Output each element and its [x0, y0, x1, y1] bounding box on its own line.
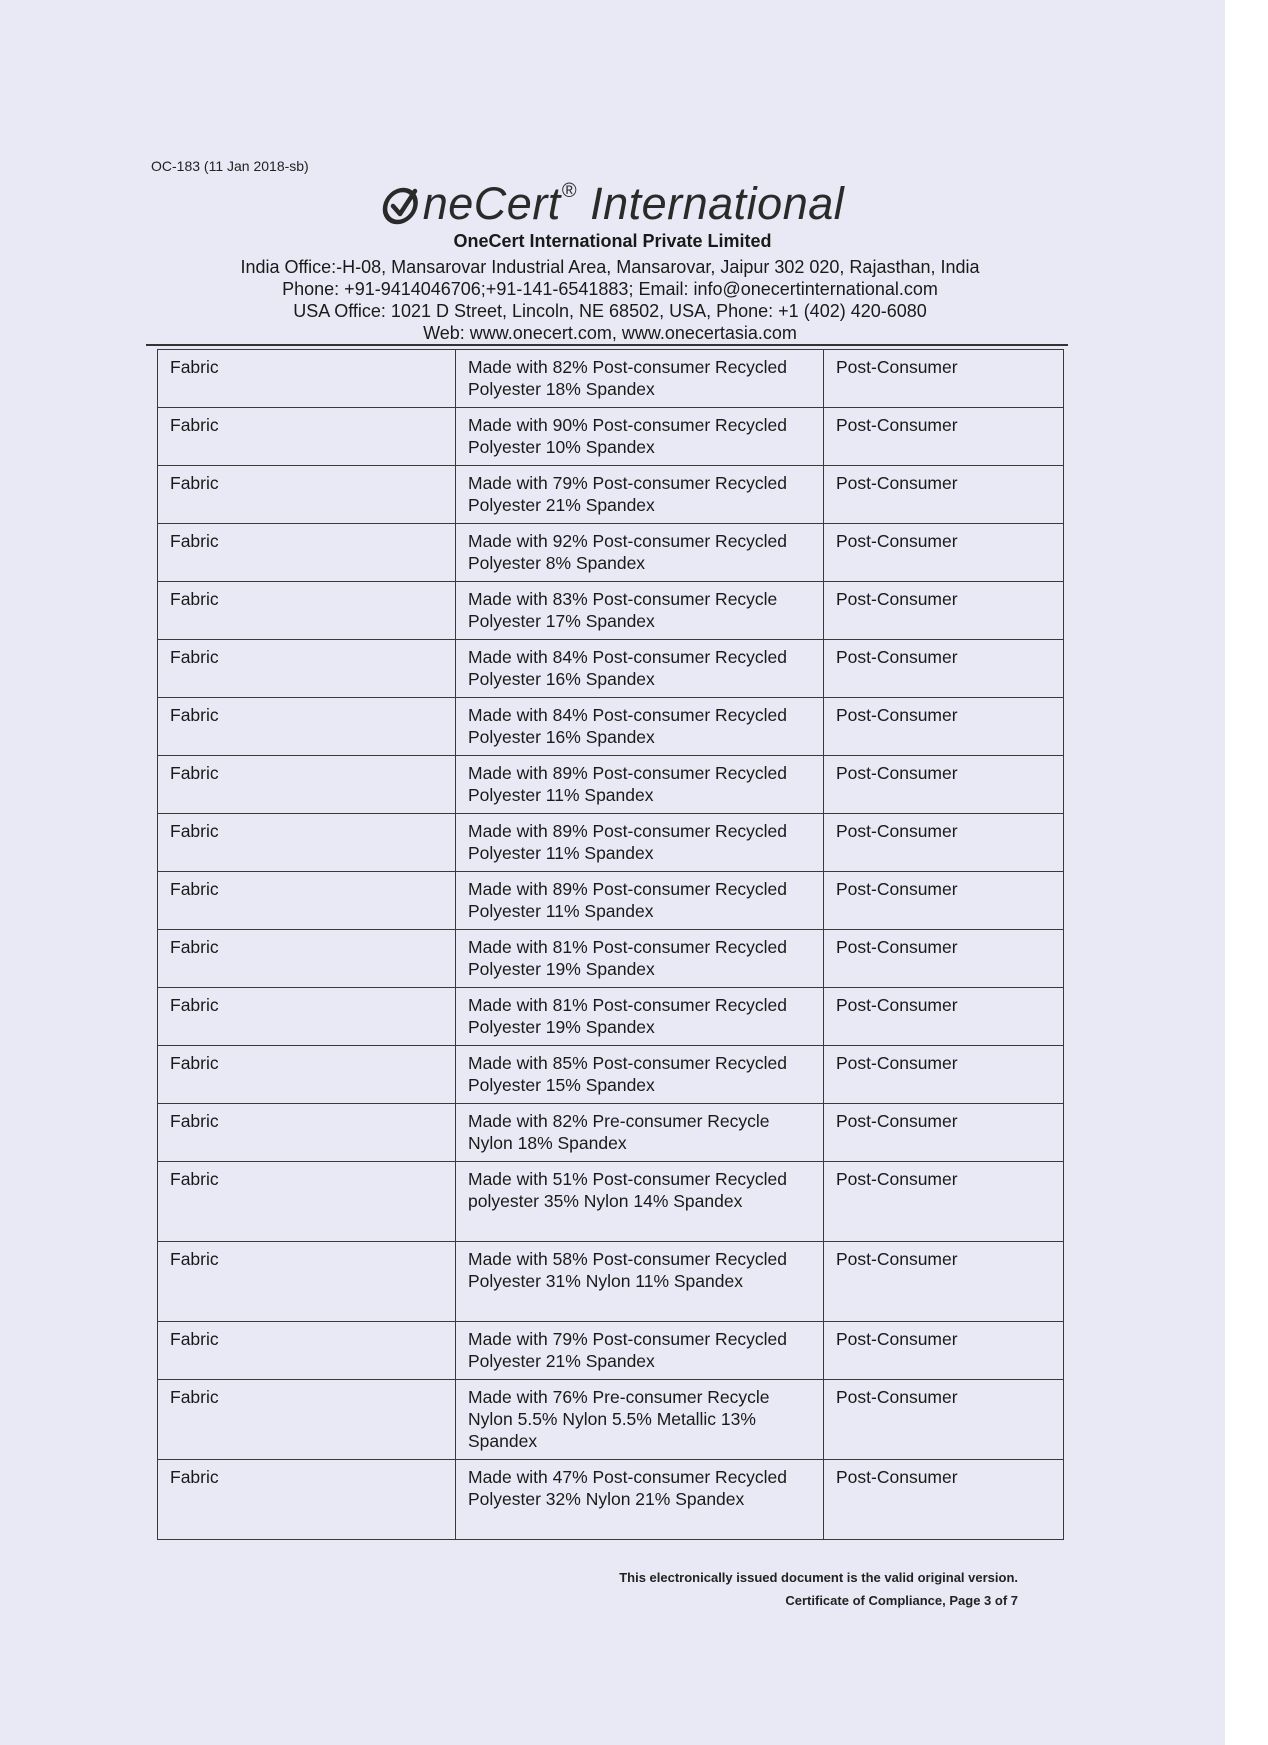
product-cell: Fabric: [158, 1460, 456, 1540]
usa-office-address: USA Office: 1021 D Street, Lincoln, NE 68502, USA, Phone: +1 (402) 420-6080: [293, 301, 927, 321]
table-row: [158, 1162, 1064, 1242]
category-cell: Post-Consumer: [824, 1162, 1064, 1242]
product-cell: Fabric: [158, 1162, 456, 1242]
logo-text: neCert: [422, 178, 561, 229]
category-cell: Post-Consumer: [824, 1380, 1064, 1460]
composition-cell: Made with 90% Post-consumer Recycled Polyester 10% Spandex: [456, 408, 824, 466]
composition-cell: Made with 85% Post-consumer Recycled Polyester 15% Spandex: [456, 1046, 824, 1104]
composition-cell: Made with 47% Post-consumer Recycled Polyester 32% Nylon 21% Spandex: [456, 1460, 824, 1540]
table-row: [158, 814, 1064, 872]
company-name: OneCert International Private Limited: [453, 231, 772, 251]
footer-page-number: Certificate of Compliance, Page 3 of 7: [785, 1593, 1018, 1608]
table-row: [158, 1322, 1064, 1380]
composition-cell: Made with 82% Post-consumer Recycled Polyester 18% Spandex: [456, 350, 824, 408]
product-cell: Fabric: [158, 814, 456, 872]
product-cell: Fabric: [158, 408, 456, 466]
category-cell: Post-Consumer: [824, 1046, 1064, 1104]
composition-cell: Made with 92% Post-consumer Recycled Polyester 8% Spandex: [456, 524, 824, 582]
check-circle-icon: [381, 184, 421, 236]
table-row: [158, 1460, 1064, 1540]
category-cell: Post-Consumer: [824, 582, 1064, 640]
product-cell: Fabric: [158, 1104, 456, 1162]
product-cell: Fabric: [158, 698, 456, 756]
table-row: [158, 466, 1064, 524]
composition-cell: Made with 89% Post-consumer Recycled Polyester 11% Spandex: [456, 756, 824, 814]
product-cell: Fabric: [158, 1322, 456, 1380]
table-row: [158, 698, 1064, 756]
logo-suffix: International: [590, 178, 845, 229]
category-cell: Post-Consumer: [824, 1460, 1064, 1540]
table-row: [158, 756, 1064, 814]
category-cell: Post-Consumer: [824, 524, 1064, 582]
table-row: [158, 1242, 1064, 1322]
table-row: [158, 930, 1064, 988]
composition-cell: Made with 51% Post-consumer Recycled polyester 35% Nylon 14% Spandex: [456, 1162, 824, 1242]
composition-cell: Made with 79% Post-consumer Recycled Polyester 21% Spandex: [456, 466, 824, 524]
table-row: [158, 872, 1064, 930]
contact-phone-email: Phone: +91-9414046706;+91-141-6541883; Email: info@onecertinternational.com: [282, 279, 938, 299]
product-cell: Fabric: [158, 756, 456, 814]
category-cell: Post-Consumer: [824, 698, 1064, 756]
category-cell: Post-Consumer: [824, 756, 1064, 814]
table-row: [158, 1380, 1064, 1460]
table-row: [158, 640, 1064, 698]
table-row: [158, 1104, 1064, 1162]
product-cell: Fabric: [158, 640, 456, 698]
category-cell: Post-Consumer: [824, 1242, 1064, 1322]
composition-cell: Made with 81% Post-consumer Recycled Polyester 19% Spandex: [456, 988, 824, 1046]
composition-cell: Made with 58% Post-consumer Recycled Polyester 31% Nylon 11% Spandex: [456, 1242, 824, 1322]
composition-cell: Made with 84% Post-consumer Recycled Polyester 16% Spandex: [456, 640, 824, 698]
table-row: [158, 582, 1064, 640]
category-cell: Post-Consumer: [824, 814, 1064, 872]
category-cell: Post-Consumer: [824, 930, 1064, 988]
category-cell: Post-Consumer: [824, 466, 1064, 524]
table-row: [158, 988, 1064, 1046]
composition-cell: Made with 82% Pre-consumer Recycle Nylon 18% Spandex: [456, 1104, 824, 1162]
web-addresses: Web: www.onecert.com, www.onecertasia.com: [423, 323, 797, 343]
composition-cell: Made with 83% Post-consumer Recycle Polyester 17% Spandex: [456, 582, 824, 640]
product-cell: Fabric: [158, 466, 456, 524]
composition-cell: Made with 89% Post-consumer Recycled Polyester 11% Spandex: [456, 872, 824, 930]
form-code: OC-183 (11 Jan 2018-sb): [151, 158, 309, 174]
composition-cell: Made with 84% Post-consumer Recycled Polyester 16% Spandex: [456, 698, 824, 756]
registered-mark: ®: [561, 180, 578, 202]
table-row: [158, 1046, 1064, 1104]
india-office-address: India Office:-H-08, Mansarovar Industrial Area, Mansarovar, Jaipur 302 020, Rajasthan, India: [240, 257, 980, 277]
product-cell: Fabric: [158, 582, 456, 640]
category-cell: Post-Consumer: [824, 640, 1064, 698]
category-cell: Post-Consumer: [824, 350, 1064, 408]
category-cell: Post-Consumer: [824, 1104, 1064, 1162]
footer-validity-note: This electronically issued document is the valid original version.: [619, 1570, 1018, 1585]
table-row: [158, 350, 1064, 408]
product-cell: Fabric: [158, 872, 456, 930]
composition-cell: Made with 81% Post-consumer Recycled Polyester 19% Spandex: [456, 930, 824, 988]
product-cell: Fabric: [158, 1242, 456, 1322]
company-logo: [0, 178, 1225, 236]
category-cell: Post-Consumer: [824, 408, 1064, 466]
composition-cell: Made with 89% Post-consumer Recycled Polyester 11% Spandex: [456, 814, 824, 872]
product-cell: Fabric: [158, 1046, 456, 1104]
category-cell: Post-Consumer: [824, 1322, 1064, 1380]
product-cell: Fabric: [158, 930, 456, 988]
composition-cell: Made with 76% Pre-consumer Recycle Nylon 5.5% Nylon 5.5% Metallic 13% Spandex: [456, 1380, 824, 1460]
product-cell: Fabric: [158, 988, 456, 1046]
table-row: [158, 524, 1064, 582]
header-divider: [146, 344, 1068, 346]
product-cell: Fabric: [158, 350, 456, 408]
product-table: [157, 349, 1064, 1540]
category-cell: Post-Consumer: [824, 872, 1064, 930]
table-row: [158, 408, 1064, 466]
product-cell: Fabric: [158, 1380, 456, 1460]
composition-cell: Made with 79% Post-consumer Recycled Polyester 21% Spandex: [456, 1322, 824, 1380]
product-cell: Fabric: [158, 524, 456, 582]
category-cell: Post-Consumer: [824, 988, 1064, 1046]
